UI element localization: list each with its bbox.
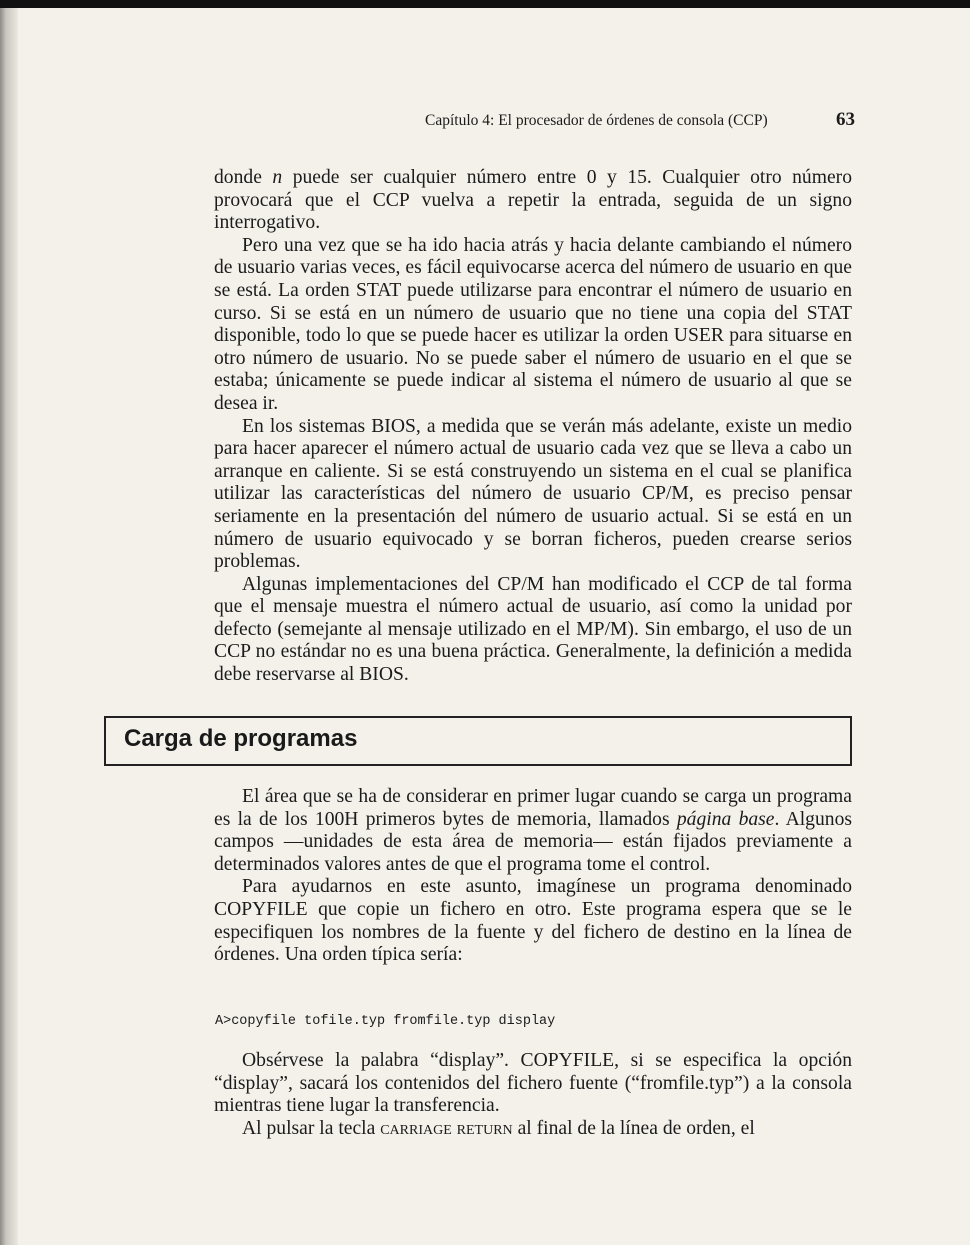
- italic-term: página base: [676, 808, 775, 830]
- chapter-title: Capítulo 4: El procesador de órdenes de consola (CCP): [425, 112, 768, 129]
- text-run: En los sistemas BIOS, a medida que se verán más adelante, existe un medio para hacer aparecer el número actual de usuario cada vez que se lleva a cabo un arranque en caliente. Si se está construyendo un sistema en el cual se planifica utilizar las características del número de usuario CP/M, es preciso pensar seriamente en la presentación del número de usuario actual. Si se está en un número de usuario equivocado y se borran ficheros, pueden crearse serios problemas.: [214, 415, 852, 573]
- italic-term: n: [272, 167, 283, 188]
- text-run: puede ser cualquier número entre 0 y 15. Cualquier otro número provocará que el CCP vuelva a repetir la entrada, seguida de un signo interrogativo.: [214, 167, 852, 234]
- text-run: Obsérvese la palabra “display”. COPYFILE, si se especifica la opción “display”, sacará los contenidos del fichero fuente (“fromfile.typ”) a la consola mientras tiene lugar la transferencia.: [214, 1050, 852, 1117]
- text-run: Algunas implementaciones del CP/M han modificado el CCP de tal forma que el mensaje muestra el número actual de usuario, así como la unidad por defecto (semejante al mensaje utilizado en el MP/M). Sin embargo, el uso de un CCP no estándar no es una buena práctica. Generalmente, la definición a medida debe reservarse al BIOS.: [214, 573, 852, 686]
- section-heading-box: [104, 716, 852, 766]
- paragraph: [214, 876, 852, 966]
- text-run: Para ayudarnos en este asunto, imagínese un programa denominado COPYFILE que copie un fichero en otro. Este programa espera que se le especifiquen los nombres de la fuente y del fichero de destino en la línea de órdenes. Una orden típica sería:: [214, 876, 852, 966]
- page-number: 63: [836, 109, 855, 130]
- paragraph: [214, 786, 852, 876]
- body-text-upper: [214, 167, 852, 687]
- paragraph: [214, 167, 852, 235]
- paragraph: [214, 416, 852, 574]
- paragraph: [214, 235, 852, 416]
- text-run: El área que se ha de considerar en primer lugar cuando se carga un programa es la de los 100H primeros bytes de memoria, llamados: [214, 786, 852, 830]
- text-run: . Algunos campos —unidades de esta área de memoria— están fijados previamente a determinados valores antes de que el programa tome el control.: [214, 808, 852, 875]
- paragraph: [214, 574, 852, 687]
- section-title: Carga de programas: [124, 725, 358, 752]
- paragraph: [214, 1050, 852, 1118]
- text-run: Pero una vez que se ha ido hacia atrás y hacia delante cambiando el número de usuario varias veces, es fácil equivocarse acerca del número de usuario en que se está. La orden STAT puede utilizarse para encontrar el número de usuario en curso. Si se está en un número de usuario que no tiene una copia del STAT disponible, todo lo que se puede hacer es utilizar la orden USER para situarse en otro número de usuario. No se puede saber el número de usuario en el que se estaba; únicamente se puede indicar al sistema el número de usuario al que se desea ir.: [214, 234, 852, 414]
- paragraph: [214, 1118, 852, 1141]
- text-run: donde: [214, 167, 273, 188]
- running-header: [425, 109, 855, 130]
- text-run: al final de la línea de orden, el: [512, 1117, 755, 1139]
- body-text-section: [214, 786, 852, 967]
- command-example: A>copyfile tofile.typ fromfile.typ display: [215, 1014, 556, 1029]
- text-run: Al pulsar la tecla: [242, 1117, 381, 1139]
- key-name: carriage return: [380, 1117, 513, 1139]
- body-text-lower: [214, 1050, 852, 1140]
